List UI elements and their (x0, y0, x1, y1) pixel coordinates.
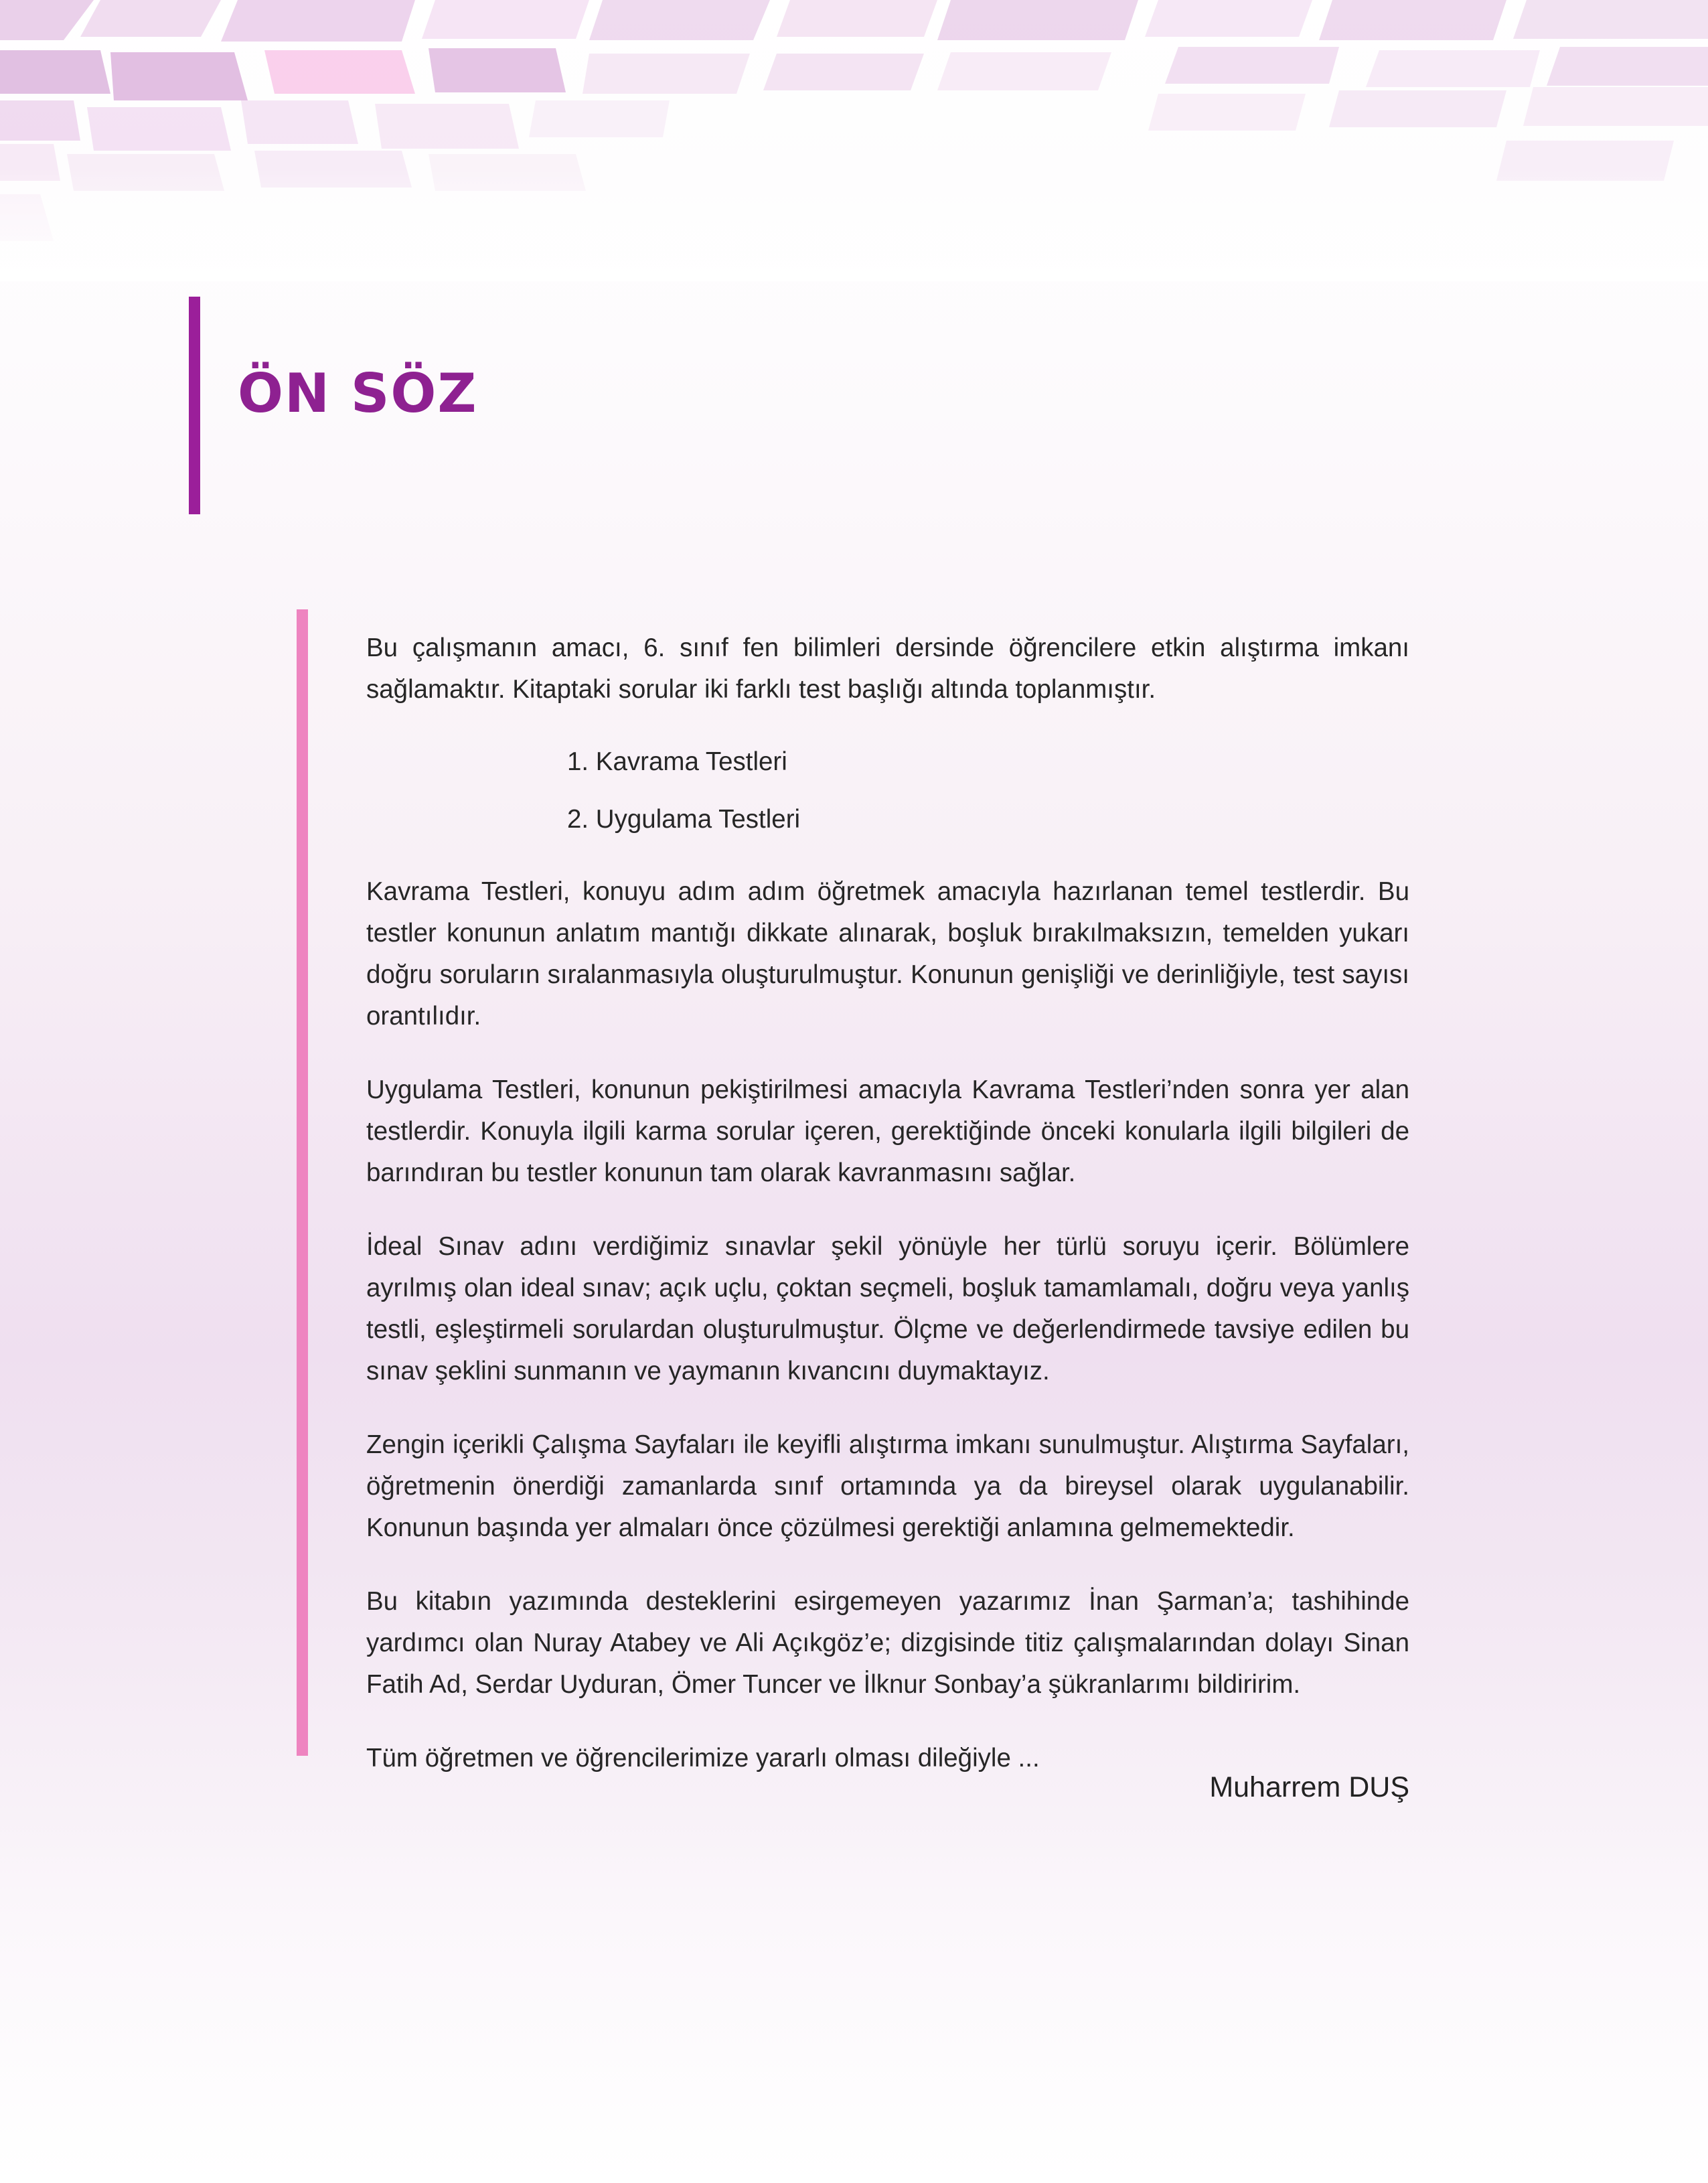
ideal-sinav-paragraph: İdeal Sınav adını verdiğimiz sınavlar şekil yönüyle her türlü soruyu içerir. Bölümlere ayrılmış olan ideal sınav; açık uçlu, çoktan seçmeli, boşluk tamamlamalı, doğru veya yanlış testli, eşleştirmeli sorulardan oluşturulmuştur. Ölçme ve değerlendirmede tavsiye edilen bu sınav şeklini sunmanın ve yaymanın kıvancını duymaktayız. (366, 1232, 1409, 1385)
test-type-list (366, 733, 1409, 848)
top-decoration-pattern (0, 0, 1708, 281)
foreword-body (366, 627, 1409, 1811)
kavrama-paragraph: Kavrama Testleri, konuyu adım adım öğretmek amacıyla hazırlanan temel testlerdir. Bu testler konunun anlatım mantığı dikkate alınarak, boşluk bırakılmaksızın, temelden yukarı doğru soruların sıralanmasıyla oluşturulmuştur. Konunun genişliği ve derinliğiyle, test sayısı orantılıdır. (366, 877, 1409, 1031)
content-accent-bar (297, 609, 308, 1756)
intro-paragraph: Bu çalışmanın amacı, 6. sınıf fen bilimleri dersinde öğrencilere etkin alıştırma imkanı sağlamaktır. Kitaptaki sorular iki farklı test başlığı altında toplanmıştır. (366, 633, 1409, 704)
title-accent-bar (189, 297, 200, 514)
calisma-sayfalari-paragraph: Zengin içerikli Çalışma Sayfaları ile keyifli alıştırma imkanı sunulmuştur. Alıştırma Sayfaları, öğretmenin önerdiği zamanlarda sınıf ortamında ya da bireysel olarak uygulanabilir. Konunun başında yer almaları önce çözülmesi gerektiği anlamına gelmemektedir. (366, 1430, 1409, 1542)
list-item: 2. Uygulama Testleri (567, 805, 801, 834)
author-signature: Muharrem DUŞ (1209, 1771, 1409, 1803)
closing-wish: Tüm öğretmen ve öğrencilerimize yararlı olması dileğiyle ... (366, 1744, 1040, 1773)
page-title: ÖN SÖZ (238, 362, 478, 425)
list-item: 1. Kavrama Testleri (567, 747, 787, 776)
acknowledgement-paragraph: Bu kitabın yazımında desteklerini esirgemeyen yazarımız İnan Şarman’a; tashihinde yardımcı olan Nuray Atabey ve Ali Açıkgöz’e; dizgisinde titiz çalışmalarından dolayı Sinan Fatih Ad, Serdar Uyduran, Ömer Tuncer ve İlknur Sonbay’a şükranlarımı bildiririm. (366, 1587, 1409, 1699)
uygulama-paragraph: Uygulama Testleri, konunun pekiştirilmesi amacıyla Kavrama Testleri’nden sonra yer alan testlerdir. Konuyla ilgili karma sorular içeren, gerektiğinde önceki konularla ilgili bilgileri de barındıran bu testler konunun tam olarak kavranmasını sağlar. (366, 1075, 1409, 1187)
